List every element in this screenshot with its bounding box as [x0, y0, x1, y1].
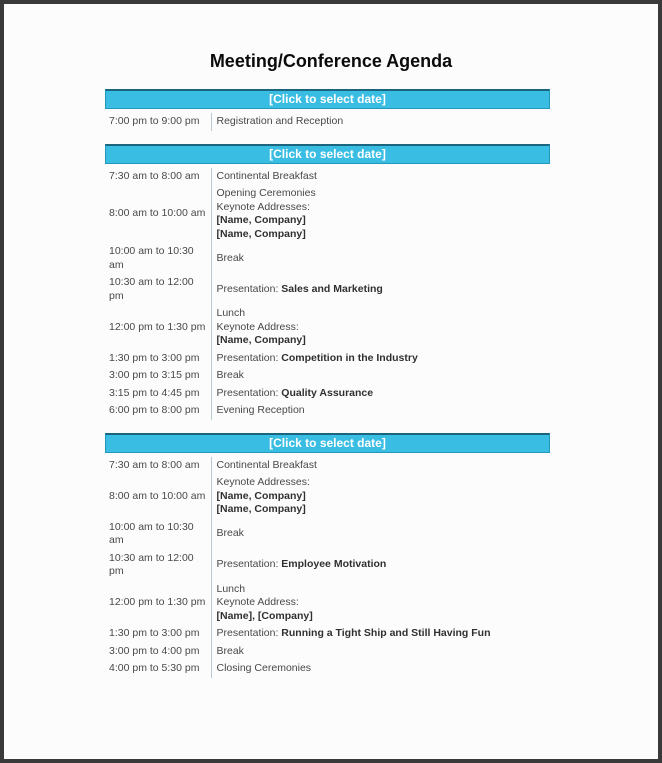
description-cell: [211, 660, 550, 678]
description-bold-text: Sales and Marketing: [281, 282, 383, 295]
agenda-row: [105, 367, 550, 385]
time-cell: 3:15 pm to 4:45 pm: [109, 386, 200, 399]
agenda-table: [105, 168, 550, 420]
agenda-row: [105, 550, 550, 581]
description-line: [217, 115, 547, 129]
description-line: [217, 307, 547, 321]
time-cell: 6:00 pm to 8:00 pm: [109, 404, 200, 416]
description-line: [217, 369, 547, 383]
description-line: [217, 645, 547, 659]
description-line: [217, 662, 547, 676]
description-line: [217, 490, 547, 504]
description-text: Evening Reception: [216, 404, 305, 416]
description-line: [217, 387, 547, 401]
time-cell: 12:00 pm to 1:30 pm: [109, 596, 206, 608]
description-text: Lunch: [216, 307, 246, 319]
description-line: [217, 596, 547, 610]
time-cell: 10:00 am to 10:30 am: [109, 520, 194, 546]
agenda-section: [105, 144, 550, 420]
description-bold-text: Employee Motivation: [281, 558, 387, 571]
description-line: [217, 252, 547, 266]
description-cell: [211, 113, 550, 131]
description-cell: [211, 385, 550, 403]
description-text: Keynote Addresses:: [216, 476, 310, 488]
description-cell: [211, 581, 550, 626]
agenda-section: [105, 433, 550, 678]
agenda-table: [105, 457, 550, 678]
description-line: [217, 352, 547, 366]
description-text: Break: [216, 369, 244, 381]
description-line: [217, 404, 547, 418]
description-line: [217, 321, 547, 335]
agenda-row: [105, 457, 550, 475]
agenda-row: [105, 402, 550, 420]
description-cell: [211, 243, 550, 274]
description-cell: [211, 474, 550, 519]
description-text: Presentation:: [216, 386, 282, 399]
agenda-row: [105, 185, 550, 243]
time-cell: 7:30 am to 8:00 am: [109, 169, 200, 182]
description-bold-text: [Name, Company]: [216, 214, 306, 226]
description-cell: [211, 350, 550, 368]
description-cell: [211, 550, 550, 581]
description-line: [217, 459, 547, 473]
description-line: [217, 476, 547, 490]
description-text: Keynote Address:: [216, 320, 299, 333]
time-cell: 1:30 pm to 3:00 pm: [109, 627, 200, 639]
description-text: Lunch: [216, 582, 246, 595]
description-bold-text: [Name, Company]: [216, 334, 306, 346]
agenda-row: [105, 274, 550, 305]
description-line: [217, 583, 547, 597]
description-text: Presentation:: [216, 627, 282, 639]
time-cell: 10:30 am to 12:00 pm: [109, 276, 194, 302]
description-line: [217, 627, 547, 641]
agenda-row: [105, 168, 550, 186]
page-title: Meeting/Conference Agenda: [209, 51, 453, 71]
description-cell: [211, 168, 550, 186]
description-line: [217, 610, 547, 624]
agenda-table: [105, 113, 550, 131]
description-line: [217, 503, 547, 517]
description-line: [217, 214, 547, 228]
description-bold-text: [Name, Company]: [216, 489, 306, 502]
description-cell: [211, 402, 550, 420]
agenda-row: [105, 581, 550, 626]
description-text: Opening Ceremonies: [216, 187, 316, 199]
description-text: Registration and Reception: [216, 115, 344, 127]
description-text: Continental Breakfast: [216, 169, 317, 182]
agenda-row: [105, 113, 550, 131]
description-bold-text: Competition in the Industry: [281, 351, 418, 364]
date-picker-header[interactable]: [Click to select date]: [105, 144, 550, 164]
description-bold-text: [Name, Company]: [216, 227, 306, 240]
date-picker-header[interactable]: [Click to select date]: [105, 433, 550, 453]
description-line: [217, 558, 547, 572]
description-line: [217, 228, 547, 242]
agenda-row: [105, 305, 550, 350]
description-cell: [211, 185, 550, 243]
description-line: [217, 334, 547, 348]
time-cell: 8:00 am to 10:00 am: [109, 207, 206, 220]
time-cell: 4:00 pm to 5:30 pm: [109, 662, 200, 674]
description-line: [217, 527, 547, 541]
time-cell: 10:00 am to 10:30 am: [109, 245, 194, 271]
time-cell: 7:30 am to 8:00 am: [109, 458, 200, 471]
description-line: [217, 170, 547, 184]
description-text: Presentation:: [216, 282, 282, 295]
description-cell: [211, 274, 550, 305]
time-cell: 7:00 pm to 9:00 pm: [109, 115, 200, 127]
description-text: Presentation:: [216, 558, 282, 571]
agenda-section: [105, 89, 550, 131]
agenda-row: [105, 243, 550, 274]
description-cell: [211, 305, 550, 350]
description-text: Break: [216, 527, 244, 540]
agenda-row: [105, 474, 550, 519]
description-bold-text: Quality Assurance: [281, 386, 374, 399]
description-text: Keynote Address:: [216, 596, 299, 608]
description-bold-text: Running a Tight Ship and Still Having Fun: [281, 627, 491, 639]
time-cell: 8:00 am to 10:00 am: [109, 489, 206, 502]
time-cell: 12:00 pm to 1:30 pm: [109, 320, 206, 333]
description-line: [217, 187, 547, 201]
description-bold-text: [Name, Company]: [216, 503, 306, 515]
agenda-row: [105, 660, 550, 678]
description-line: [217, 201, 547, 215]
description-text: Presentation:: [216, 351, 282, 364]
description-text: Keynote Addresses:: [216, 200, 310, 213]
date-picker-header[interactable]: [Click to select date]: [105, 89, 550, 109]
time-cell: 3:00 pm to 3:15 pm: [109, 369, 200, 381]
agenda-row: [105, 385, 550, 403]
agenda-row: [105, 625, 550, 643]
time-cell: 1:30 pm to 3:00 pm: [109, 351, 200, 364]
agenda-row: [105, 519, 550, 550]
time-cell: 10:30 am to 12:00 pm: [109, 551, 194, 577]
description-cell: [211, 643, 550, 661]
description-text: Continental Breakfast: [216, 458, 317, 471]
description-cell: [211, 625, 550, 643]
description-text: Break: [216, 251, 244, 264]
description-cell: [211, 457, 550, 475]
time-cell: 3:00 pm to 4:00 pm: [109, 644, 200, 657]
description-text: Break: [216, 644, 244, 657]
description-cell: [211, 519, 550, 550]
agenda-row: [105, 643, 550, 661]
agenda-row: [105, 350, 550, 368]
description-line: [217, 283, 547, 297]
agenda-sections: [105, 89, 550, 678]
description-bold-text: [Name], [Company]: [216, 609, 313, 622]
description-text: Closing Ceremonies: [216, 662, 312, 674]
description-cell: [211, 367, 550, 385]
